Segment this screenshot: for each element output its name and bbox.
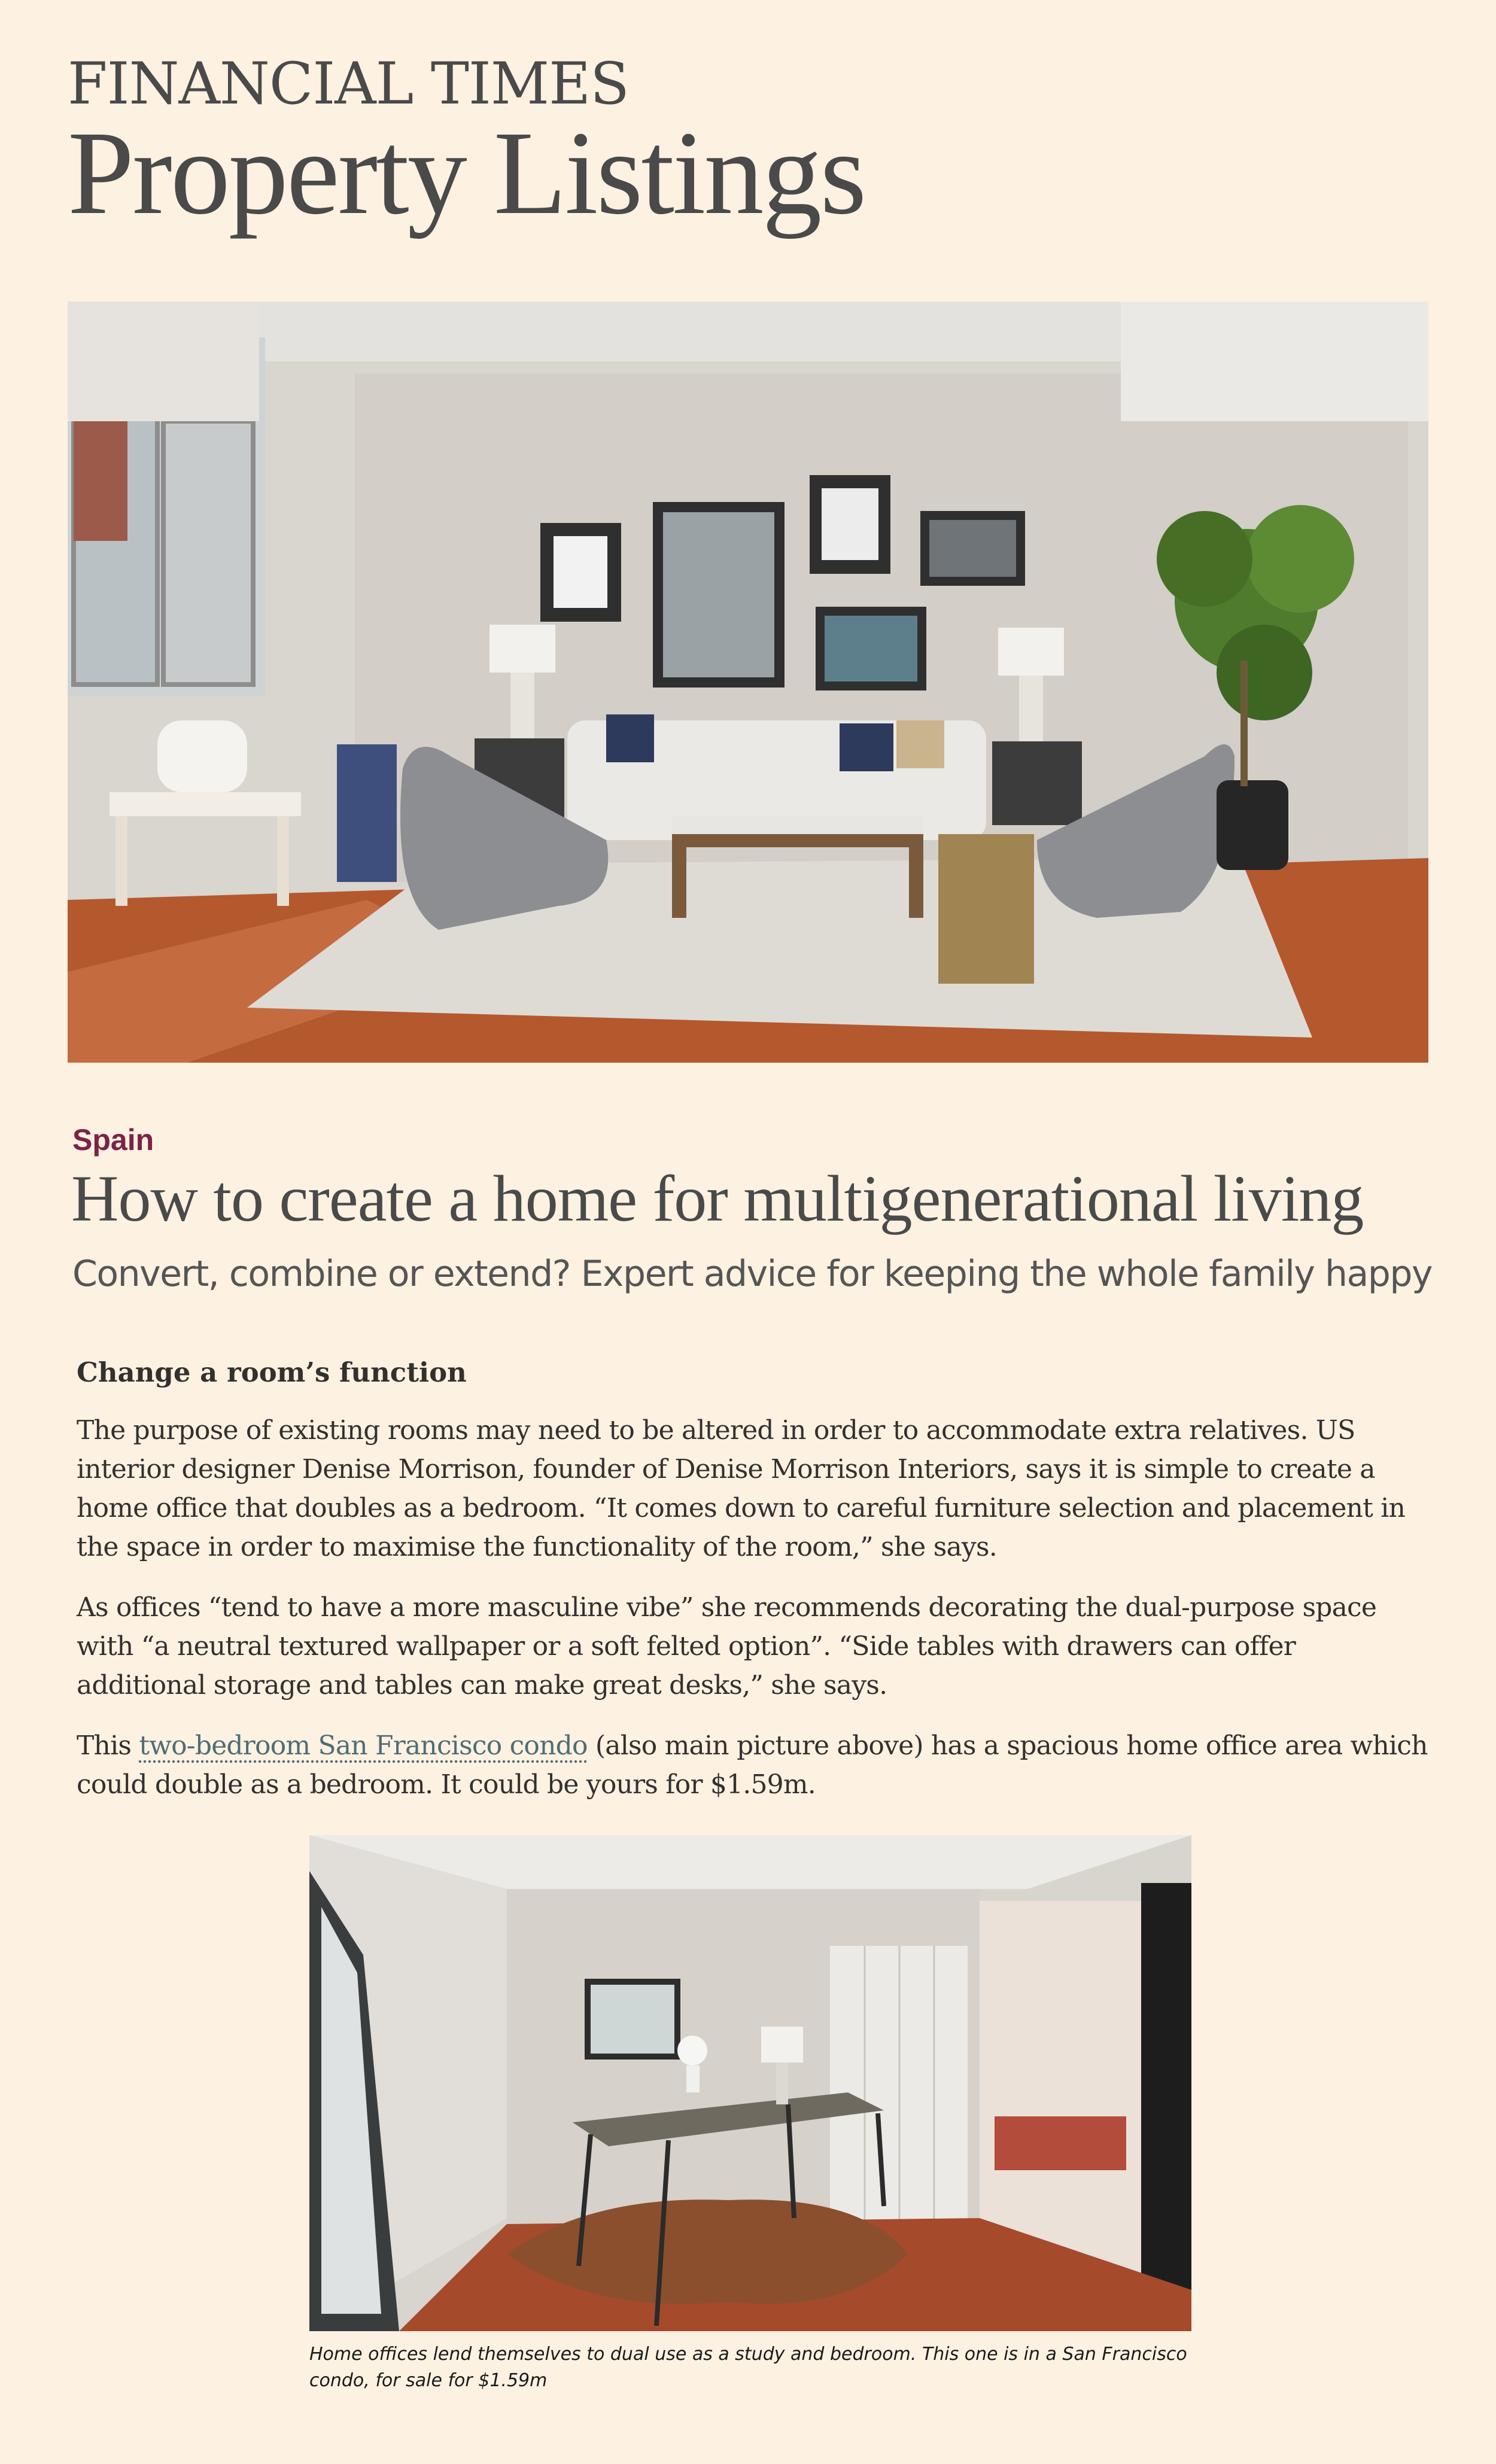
article-kicker[interactable]: Spain — [72, 1123, 154, 1157]
paragraph-3 — [77, 1726, 1429, 1804]
paragraph-2: As offices “tend to have a more masculine vibe” she recommends decorating the dual-purpose space with “a neutral textured wallpaper or a soft felted option”. “Side tables with drawers can offer additional storage and tables can make great desks,” she says. — [77, 1592, 1377, 1701]
masthead — [68, 50, 965, 239]
section-title: Property Listings — [68, 107, 865, 239]
article-standfirst: Convert, combine or extend? Expert advice for keeping the whole family happy — [72, 1253, 1432, 1295]
paragraph-3-lead: This — [77, 1730, 139, 1761]
office-photo — [309, 1835, 1191, 2331]
home-office-photo-icon — [309, 1835, 1191, 2331]
article-body — [77, 1349, 1429, 1826]
paragraph-3-tail: (also main picture above) has a spacious home office area which could double as a bedroom. It could be yours for $1.59m. — [77, 1730, 1428, 1800]
hero-image — [68, 302, 1428, 1063]
condo-listing-link[interactable]: two-bedroom San Francisco condo — [139, 1730, 588, 1761]
living-room-photo-icon — [68, 302, 1428, 1063]
brand-logo-text[interactable]: FINANCIAL TIMES — [68, 50, 629, 117]
figure-caption: Home offices lend themselves to dual use as a study and bedroom. This one is in a San Francisco condo, for sale for $1.59m — [309, 2344, 1187, 2391]
section-subheading: Change a room’s function — [77, 1356, 467, 1388]
paragraph-1: The purpose of existing rooms may need to be altered in order to accommodate extra relatives. US interior designer Denise Morrison, founder of Denise Morrison Interiors, says it is simple to create a home office that doubles as a bedroom. “It comes down to careful furniture selection and placement in the space in order to maximise the functionality of the room,” she says. — [77, 1415, 1406, 1562]
article-headline: How to create a home for multigenerational living — [71, 1162, 1364, 1235]
